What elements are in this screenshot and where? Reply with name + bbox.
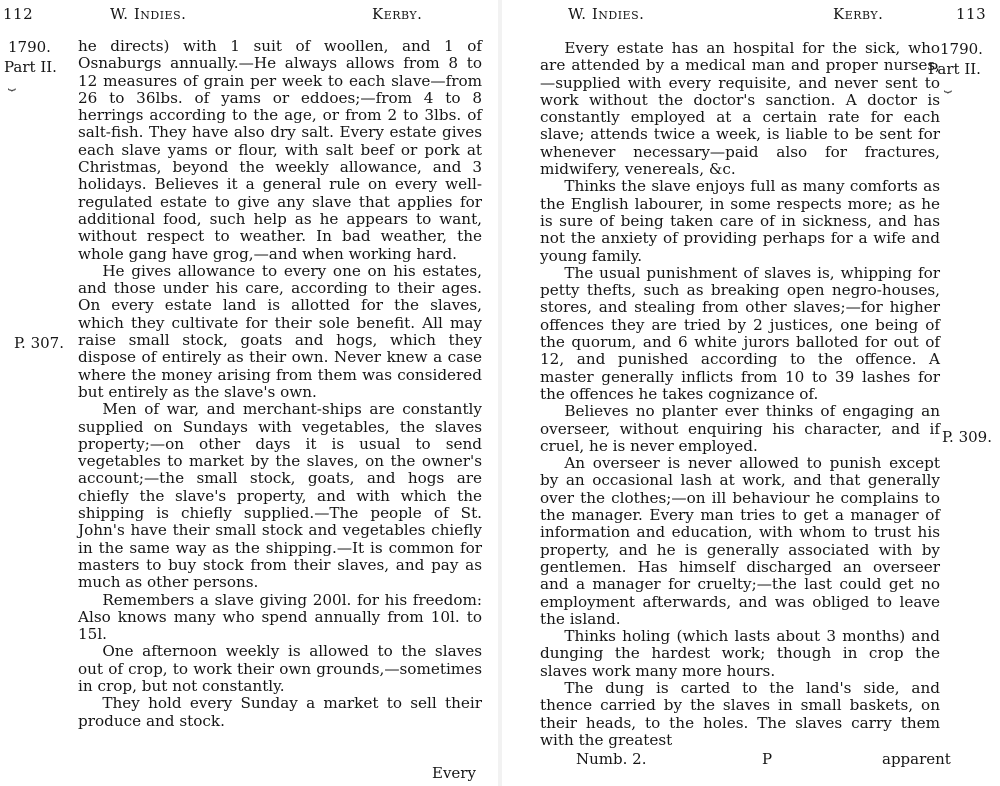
paragraph: Believes no planter ever thinks of engaging an overseer, without enquiring his character, and if cruel, he is never employed. <box>540 402 940 455</box>
paragraph: The usual punishment of slaves is, whipping for petty thefts, such as breaking open negro-houses, stores, and stealing from other slaves;—for higher offences they are tried by 2 justices, one being of the quorum, and 6 white jurors balloted for out of 12, and punished according to the offence. A master generally inflicts from 10 to 39 lashes for the offences he takes cognizance of. <box>540 263 940 403</box>
margin-part: Part II. <box>4 58 57 76</box>
signature-mark: Numb. 2. <box>576 750 647 768</box>
margin-brace-icon: ⏟ <box>944 79 952 94</box>
page-number: 112 <box>3 5 34 23</box>
page-number: 113 <box>956 5 987 23</box>
catchword: apparent <box>882 750 951 768</box>
paragraph: An overseer is never allowed to punish except by an occasional lash at work, and that generally over the clothes;—on ill behaviour he complains to the manager. Every man tries to get a manager of information and education, with whom to trust his property, and he is generally associated with by gentlemen. Has himself discharged an overseer and a manager for cruelty;—the last could get no employment afterwards, and was obliged to leave the island. <box>540 454 940 628</box>
running-header-right: Kerby. <box>833 5 884 23</box>
margin-part: Part II. <box>928 60 981 78</box>
paragraph: Men of war, and merchant-ships are constantly supplied on Sundays with vegetables, the slaves property;—on other days it is usual to send vegetables to market by the slaves, on the owner's account;—the small stock, goats, and hogs are chiefly the slave's property, and with which the shipping is chiefly supplied.—The people of St. John's have their small stock and vegetables chiefly in the same way as the shipping.—It is common for masters to buy stock from their slaves, and pay as much as other persons. <box>78 400 482 592</box>
running-header-left: W. Indies. <box>110 5 187 23</box>
paragraph: One afternoon weekly is allowed to the slaves out of crop, to work their own grounds,—sometimes in crop, but not constantly. <box>78 642 482 695</box>
running-header-left: W. Indies. <box>568 5 645 23</box>
paragraph: The dung is carted to the land's side, and thence carried by the slaves in small baskets, on their heads, to the holes. The slaves carry them with the greatest <box>540 678 940 749</box>
paragraph: They hold every Sunday a market to sell their produce and stock. <box>78 694 482 730</box>
margin-page-reference: P. 307. <box>14 334 64 352</box>
margin-year: 1790. <box>940 40 983 58</box>
margin-year: 1790. <box>8 38 51 56</box>
gathering-letter: P <box>762 750 773 768</box>
catchword: Every <box>432 764 476 782</box>
body-text <box>78 38 482 730</box>
paragraph: Thinks holing (which lasts about 3 months) and dunging the hardest work; though in crop the slaves work many more hours. <box>540 627 940 680</box>
paragraph: Thinks the slave enjoys full as many comforts as the English labourer, in some respects more; as he is sure of being taken care of in sickness, and has not the anxiety of providing perhaps for a wife and young family. <box>540 177 940 265</box>
margin-page-reference: P. 309. <box>942 428 992 446</box>
paragraph: He gives allowance to every one on his estates, and those under his care, according to their ages. On every estate land is allotted for the slaves, which they cultivate for their sole benefit. All may raise small stock, goats and hogs, which they dispose of entirely as their own. Never knew a case where the money arising from them was considered but entirely as the slave's own. <box>78 261 482 401</box>
margin-brace-icon: ⏟ <box>8 77 16 92</box>
paragraph: Every estate has an hospital for the sick, who are attended by a medical man and proper nurses,—supplied with every requisite, and never sent to work without the doctor's sanction. A doctor is constantly employed at a certain rate for each slave; attends twice a week, is liable to be sent for whenever necessary—paid also for fractures, midwifery, venereals, &c. <box>540 39 940 179</box>
running-header-right: Kerby. <box>372 5 423 23</box>
body-text <box>540 40 940 749</box>
paragraph: he directs) with 1 suit of woollen, and 1 of Osnaburgs annually.—He always allows from 8 to 12 measures of grain per week to each slave—from 26 to 36lbs. of yams or eddoes;—from 4 to 8 herrings according to the age, or from 2 to 3lbs. of salt-fish. They have also dry salt. Every estate gives each slave yams or flour, with salt beef or pork at Christmas, beyond the weekly allowance, and 3 holidays. Believes it a general rule on every well-regulated estate to give any slave that applies for additional food, such help as he appears to want, without respect to weather. In bad weather, the whole gang have grog,—and when working hard. <box>78 37 482 263</box>
paragraph: Remembers a slave giving 200l. for his freedom: Also knows many who spend annually from 10l. to 15l. <box>78 590 482 644</box>
right-page <box>500 0 1000 786</box>
